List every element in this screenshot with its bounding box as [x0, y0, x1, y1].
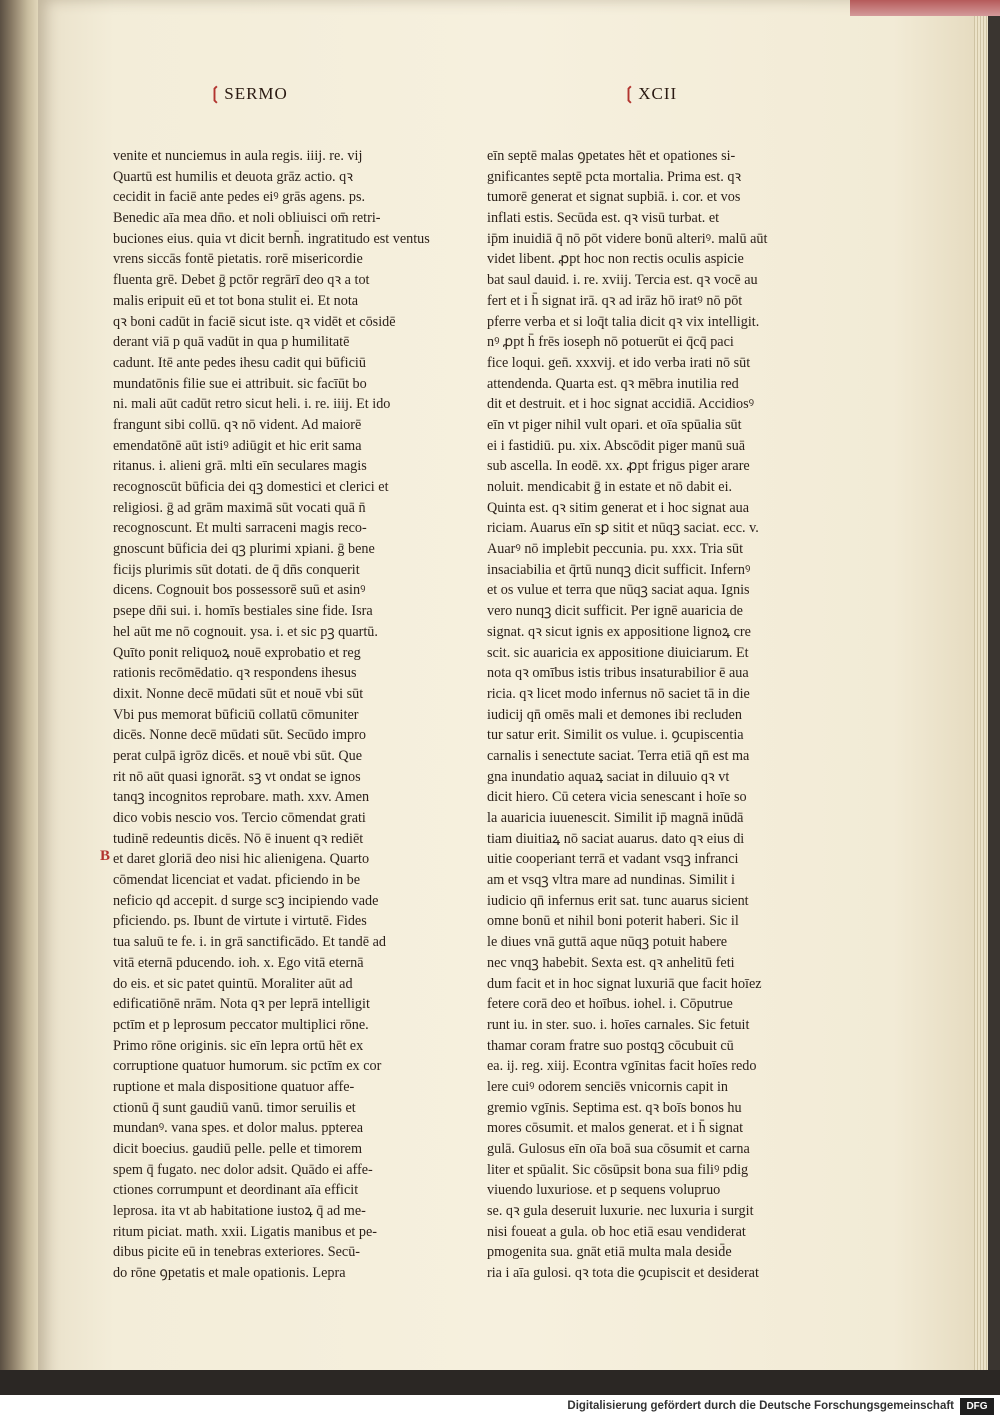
footer-bar — [0, 1395, 1000, 1419]
text-line: signat. qꝛ sicut ignis ex appositione lignoꝝ cre — [487, 623, 751, 640]
text-line: neficio qd accepit. d surge scꝫ incipiendo vade — [113, 892, 379, 909]
text-line: cōmendat licenciat et vadat. pficiendo in be — [113, 872, 360, 889]
dfg-logo-icon: DFG — [960, 1398, 994, 1415]
text-line: corruptione quatuor humorum. sic pctīm ex cor — [113, 1058, 382, 1075]
text-line: vrens siccās fontē pietatis. rorē misericordie — [113, 251, 363, 268]
text-line: attendenda. Quarta est. qꝛ mēbra inutilia red — [487, 375, 739, 392]
text-line: pficiendo. ps. Ibunt de virtute i virtutē. Fides — [113, 913, 367, 930]
text-line: Primo rōne originis. sic eīn lepra ortū hēt ex — [113, 1037, 364, 1054]
text-line: pferre verba et si loq̄t talia dicit qꝛ vix intelligit. — [487, 313, 760, 330]
text-line: carnalis i senectute saciat. Terra etiā qn̄ est ma — [487, 747, 750, 764]
text-line: ruptione et mala dispositione quatuor affe- — [113, 1078, 355, 1095]
text-line: dicit boecius. gaudiū pelle. pelle et timorem — [113, 1141, 362, 1157]
text-line: thamar coram fratre suo postqꝫ cōcubuit cū — [487, 1037, 734, 1054]
text-line: liter et spūalit. Sic cōsūpsit bona sua filiꝰ pdig — [487, 1161, 749, 1178]
text-line: cecidit in faciē ante pedes eiꝰ grās agens. ps. — [113, 189, 366, 206]
text-line: derant viā p quā vadūt in qua p humilitatē — [113, 334, 350, 351]
text-line: dicēs. Nonne decē mūdati sūt. Secūdo impro — [113, 727, 366, 744]
text-line: insaciabilia et q̄rtū nunqꝫ dicit sufficit. Infernꝰ — [487, 561, 751, 578]
text-line: ip̄m inuidiā q̄ nō pōt videre bonū alteriꝰ. malū aūt — [487, 230, 768, 247]
text-line: tumorē generat et signat supbiā. i. cor. et vos — [487, 189, 741, 206]
text-line: riciam. Auarus eīn sꝑ sitit et nūqꝫ saciat. ecc. v. — [487, 520, 759, 537]
text-line: malis eripuit eū et tot bona stulit ei. Et nota — [113, 292, 359, 309]
text-line: nec vnqꝫ habebit. Sexta est. qꝛ anhelitū feti — [487, 954, 735, 971]
text-line: Auarꝰ nō implebit peccunia. pu. xxx. Tria sūt — [487, 541, 744, 558]
text-line: tudinē redeuntis dicēs. Nō ē inuent qꝛ rediēt — [113, 830, 364, 847]
text-line: eīn septē malas ꝯpetates hēt et opationes si- — [487, 148, 736, 164]
text-line: do eis. et sic patet quintū. Moraliter aūt ad — [113, 975, 353, 992]
text-line: dit et destruit. et i hoc signat accidiā. Accidiosꝰ — [487, 396, 755, 413]
text-line: frangunt sibi collū. qꝛ nō vident. Ad maiorē — [113, 416, 362, 433]
text-line: nisi foueat a gula. ob hoc etiā esau vendiderat — [487, 1223, 746, 1240]
text-line: et daret gloriā deo nisi hic alienigena. Quarto — [113, 851, 370, 868]
text-line: uitie cooperiant terrā et vadant vsqꝫ infranci — [487, 851, 739, 868]
text-line: sub ascella. In eodē. xx. ꝓpt frigus piger arare — [487, 458, 750, 475]
text-line: ctiones corrumpunt et deordinant aīa efficit — [113, 1182, 359, 1199]
text-line: ricia. qꝛ licet modo infernus nō saciet tā in die — [487, 685, 750, 702]
text-line: omne bonū et nihil boni poterit haberi. Sic il — [487, 913, 739, 930]
text-line: vitā eternā pducendo. ioh. x. Ego vitā eternā — [113, 954, 364, 971]
text-line: tur satur erit. Similit os vulue. i. ꝯcupiscentia — [487, 727, 744, 744]
text-line: mores cōsumit. et malos generat. et i h̄ signat — [487, 1120, 744, 1137]
text-line: fluenta grē. Debet ḡ pctōr regrārī deo qꝛ a tot — [113, 272, 370, 289]
text-line: ria i aīa gulosi. qꝛ tota die ꝯcupiscit et desiderat — [487, 1265, 759, 1282]
text-line: tiam diuitiaꝝ nō saciat auarus. dato qꝛ eius di — [487, 830, 745, 847]
text-line: religiosi. ḡ ad grām maximā sūt vocati quā n̄ — [113, 499, 366, 516]
previous-page-edge — [0, 0, 40, 1395]
funding-credit: Digitalisierung gefördert durch die Deutsche Forschungsgemeinschaft — [567, 1400, 954, 1412]
text-line: psepe dn̄i sui. i. homīs bestiales sine fide. Isra — [113, 603, 373, 620]
text-line: gulā. Gulosus eīn oīa boā sua cōsumit et carna — [487, 1141, 750, 1157]
text-line: gnoscunt būficia dei qꝫ plurimi xpiani. ḡ bene — [113, 541, 375, 558]
folio-number: ❲XCII — [622, 84, 678, 103]
text-line: le diues vnā guttā aque nūqꝫ potuit habere — [487, 934, 728, 951]
text-line: dicens. Cognouit bos possessorē suū et asinꝰ — [113, 582, 366, 599]
text-line: Quīto ponit reliquoꝝ nouē exprobatio et reg — [113, 644, 361, 661]
text-line: videt libent. ꝓpt hoc non rectis oculis aspicie — [487, 251, 744, 268]
text-line: recognoscunt. Et multi sarraceni magis reco- — [113, 520, 367, 537]
text-line: Vbi pus memorat būficiū collatū cōmuniter — [113, 706, 359, 723]
text-line: viuendo luxuriose. et p sequens volupruo — [487, 1182, 721, 1199]
text-line: dum facit et in hoc signat luxuriā que facit hoīez — [487, 975, 762, 992]
text-line: buciones eius. quia vt dicit bernh̄. ingratitudo est ventus — [113, 230, 430, 247]
text-line: nꝰ ꝓpt h̄ frēs ioseph nō potuerūt ei q̄cq̄ paci — [487, 334, 734, 351]
text-line: am et vsqꝫ vltra mare ad nundinas. Similit i — [487, 872, 736, 889]
text-line: lere cuiꝰ odorem senciēs vnicornis capit in — [487, 1078, 729, 1095]
text-line: leprosa. ita vt ab habitatione iustoꝝ q̄ ad me- — [113, 1203, 366, 1220]
text-line: nota qꝛ omībus istis tribus insaturabilior ē aua — [487, 665, 749, 682]
text-line: ctionū q̄ sunt gaudiū vanū. timor seruilis et — [113, 1099, 356, 1116]
text-line: ritum piciat. math. xxii. Ligatis manibus et pe- — [113, 1223, 377, 1240]
text-line: hel aūt me nō cognouit. ysa. i. et sic pꝫ quartū. — [113, 623, 378, 640]
text-line: rationis recōmēdatio. qꝛ respondens ihesus — [113, 665, 357, 682]
text-line: runt iu. in ster. suo. i. hoīes carnales. Sic fetuit — [487, 1016, 750, 1033]
text-line: iudicij qn̄ omēs mali et demones ibi recluden — [487, 706, 742, 723]
text-line: Quinta est. qꝛ sitim generat et i hoc signat aua — [487, 499, 750, 516]
running-title: ❲SERMO — [208, 84, 288, 103]
text-line: gremio vgīnis. Septima est. qꝛ boīs bonos hu — [487, 1099, 742, 1116]
text-line: gnificantes septē pcta mortalia. Prima est. qꝛ — [487, 168, 742, 185]
text-line: mundatōnis filie sue ei attribuit. sic facīūt bo — [113, 375, 367, 392]
text-line: fert et i h̄ signat irā. qꝛ ad irāz hō iratꝰ nō pōt — [487, 292, 743, 309]
text-line: fice loqui. gen̄. xxxvij. et ido verba irati nō sūt — [487, 354, 751, 371]
left-text-column — [113, 146, 431, 1284]
text-line: spem q̄ fugato. nec dolor adsit. Quādo ei affe- — [113, 1161, 373, 1178]
text-line: dicit hiero. Cū cetera vicia senescant i hoīe so — [487, 789, 747, 806]
margin-note: B — [100, 848, 111, 864]
text-line: la auaricia iuuenescit. Similit ip̄ magnā inūdā — [487, 810, 744, 826]
text-line: pmogenita sua. gnāt etiā multa mala desid̄e — [487, 1244, 732, 1261]
scan-bottom-border — [0, 1370, 1000, 1395]
text-line: dixit. Nonne decē mūdati sūt et nouē vbi sūt — [113, 685, 364, 702]
text-line: Quartū est humilis et deuota grāz actio. qꝛ — [113, 168, 353, 185]
text-line: rit nō aūt quasi ignorāt. sꝫ vt ondat se ignos — [113, 768, 361, 785]
text-line: ficijs plurimis sūt dotati. de q̄ dn̄s conquerit — [113, 561, 360, 578]
text-line: ni. mali aūt cadūt retro sicut heli. i. re. iiij. Et ido — [113, 396, 391, 413]
text-line: bat saul dauid. i. re. xviij. Tercia est. qꝛ vocē au — [487, 272, 758, 289]
text-line: vero nunqꝫ dicit sufficit. Per ignē auaricia de — [487, 603, 743, 620]
text-line: inflati estis. Secūda est. qꝛ visū turbat. et — [487, 210, 720, 227]
text-line: emendatōnē aūt istiꝰ adiūgit et hic erit sama — [113, 437, 362, 454]
text-line: eīn vt piger nihil vult opari. et oīa spūalia sūt — [487, 416, 742, 433]
text-line: recognoscūt būficia dei qꝫ domestici et clerici et — [113, 479, 389, 495]
text-line: scit. sic auaricia ex appositione diuiciarum. Et — [487, 644, 749, 661]
text-line: et os vulue et terra que nūqꝫ saciat aqua. Ignis — [487, 582, 750, 599]
text-line: Benedic aīa mea dn̄o. et noli obliuisci om̄ retri- — [113, 210, 381, 227]
text-line: ei i fastidiū. pu. xix. Abscōdit piger manū suā — [487, 437, 746, 454]
text-line: tanqꝫ incognitos reprobare. math. xxv. Amen — [113, 789, 370, 806]
text-line: tua saluū te fe. i. in grā sanctificādo. Et tandē ad — [113, 934, 387, 951]
text-line: ea. ij. reg. xiij. Econtra vgīnitas facit hoīes redo — [487, 1058, 757, 1075]
text-line: fetere corā deo et hoībus. iohel. i. Cōputrue — [487, 996, 733, 1013]
text-line: dibus picite eū in tenebras exteriores. Secū- — [113, 1244, 361, 1261]
text-line: noluit. mendicabit ḡ in estate et nō dabit ei. — [487, 479, 733, 495]
text-line: edificatiōnē nrām. Nota qꝛ per leprā intelligit — [113, 996, 370, 1013]
text-line: iudicio qn̄ infernus erit sat. tunc auarus sicient — [487, 892, 749, 909]
text-line: do rōne ꝯpetatis et male opationis. Lepra — [113, 1265, 346, 1282]
text-line: gna inundatio aquaꝝ saciat in diluuio qꝛ vt — [487, 768, 730, 785]
red-page-edge — [850, 0, 1000, 16]
text-line: pctīm et p leprosum peccator multiplici rōne. — [113, 1016, 369, 1033]
text-line: venite et nunciemus in aula regis. iiij. re. vij — [113, 148, 363, 164]
text-line: perat culpā igrōz dicēs. et nouē vbi sūt. Que — [113, 747, 362, 764]
page-fore-edge — [974, 0, 988, 1395]
text-line: cadunt. Itē ante pedes ihesu cadit qui būficiū — [113, 354, 366, 371]
text-line: qꝛ boni cadūt in faciē sicut iste. qꝛ vidēt et cōsidē — [113, 313, 396, 330]
text-line: ritanus. i. alieni grā. mlti eīn seculares magis — [113, 458, 367, 475]
text-line: se. qꝛ gula deseruit luxurie. nec luxuria i surgit — [487, 1203, 754, 1220]
text-line: dico vobis nescio vos. Tercio cōmendat grati — [113, 810, 366, 826]
text-line: mundanꝰ. vana spes. et dolor malus. ppterea — [113, 1120, 364, 1137]
right-text-column — [487, 146, 799, 1284]
